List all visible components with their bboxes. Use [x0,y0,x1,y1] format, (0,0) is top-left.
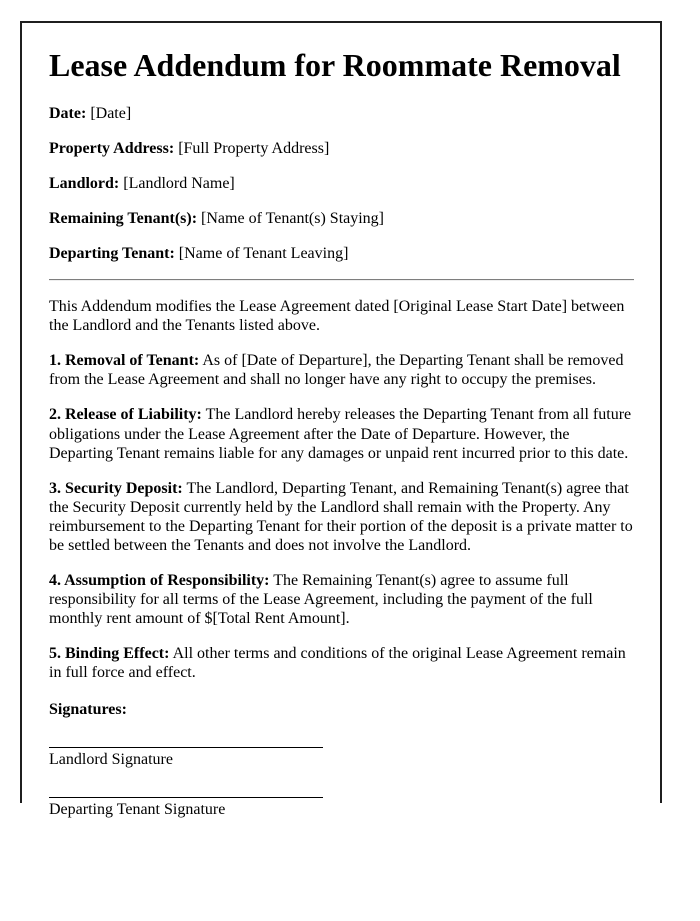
field-date-label: Date: [49,105,87,123]
field-remaining-tenants-value: [Name of Tenant(s) Staying] [201,210,385,228]
clause-removal-of-tenant [49,351,634,389]
departing-tenant-signature-block [49,797,634,819]
clause-security-deposit [49,479,634,555]
clause-release-of-liability-text: The Landlord hereby releases the Departing Tenant from all future obligations under the Lease Agreement after the Date of Departure. However, the Departing Tenant remains liable for any damages or unpaid rent incurred prior to this date. [49,406,632,462]
landlord-signature-label: Landlord Signature [49,750,173,768]
field-date-value: [Date] [90,105,132,123]
section-divider [49,279,634,281]
field-property-address-label: Property Address: [49,140,175,158]
field-landlord [49,174,634,193]
field-departing-tenant-value: [Name of Tenant Leaving] [178,245,349,263]
clause-binding-effect [49,644,634,682]
field-property-address [49,139,634,158]
landlord-signature-line [49,747,323,748]
field-remaining-tenants-label: Remaining Tenant(s): [49,210,198,228]
document-page [20,21,662,818]
signatures-heading [49,700,634,719]
clause-release-of-liability [49,405,634,462]
departing-tenant-signature-label: Departing Tenant Signature [49,800,226,818]
signatures-heading-label: Signatures: [49,700,127,718]
field-property-address-value: [Full Property Address] [178,140,330,158]
intro-paragraph: This Addendum modifies the Lease Agreement dated [Original Lease Start Date] between the Landlord and the Tenants listed above. [49,298,625,335]
field-remaining-tenants [49,209,634,228]
document-title: Lease Addendum for Roommate Removal [49,47,621,83]
field-landlord-label: Landlord: [49,175,120,193]
departing-tenant-signature-line [49,797,323,798]
clause-assumption-of-responsibility-text: The Remaining Tenant(s) agree to assume full responsibility for all terms of the Lease Agreement, including the payment of the full monthly rent amount of $[Total Rent Amount]. [49,571,593,627]
field-landlord-value: [Landlord Name] [123,175,235,193]
clause-removal-of-tenant-label: 1. Removal of Tenant: [49,352,200,370]
field-date [49,104,634,123]
clause-removal-of-tenant-text: As of [Date of Departure], the Departing Tenant shall be removed from the Lease Agreement and shall no longer have any right to occupy the premises. [49,352,624,389]
clause-binding-effect-label: 5. Binding Effect: [49,644,170,662]
clause-security-deposit-label: 3. Security Deposit: [49,479,183,497]
clause-binding-effect-text: All other terms and conditions of the original Lease Agreement remain in full force and effect. [49,644,626,681]
field-departing-tenant [49,244,634,263]
clause-assumption-of-responsibility-label: 4. Assumption of Responsibility: [49,571,270,589]
clause-security-deposit-text: The Landlord, Departing Tenant, and Remaining Tenant(s) agree that the Security Deposit currently held by the Landlord shall remain with the Property. Any reimbursement to the Departing Tenant for their portion of the deposit is a private matter to be settled between the Tenants and does not involve the Landlord. [49,479,633,554]
field-departing-tenant-label: Departing Tenant: [49,245,175,263]
landlord-signature-block [49,747,634,769]
clause-assumption-of-responsibility [49,571,634,628]
clause-release-of-liability-label: 2. Release of Liability: [49,406,202,424]
